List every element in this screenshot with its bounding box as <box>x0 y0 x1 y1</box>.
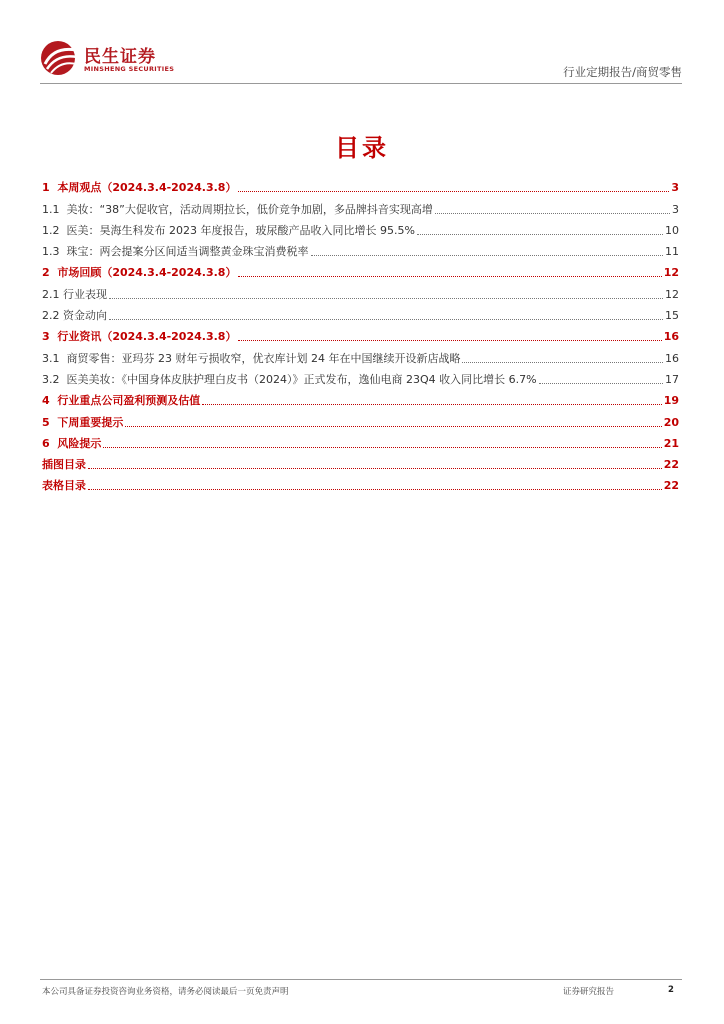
toc-title: 目录 <box>335 134 389 162</box>
toc-entry-page: 21 <box>663 436 679 450</box>
toc-entry[interactable] <box>42 259 679 280</box>
toc-entry[interactable] <box>42 408 679 429</box>
toc-entry-page: 11 <box>665 245 679 259</box>
toc-entry-page: 3 <box>671 181 679 195</box>
toc-entry[interactable] <box>42 195 679 216</box>
toc-entry-title: 3.2 医美美妆：《中国身体皮肤护理白皮书（2024）》正式发布，逸仙电商 23Q4 收入同比增长 6.7% <box>42 372 537 386</box>
toc-entry[interactable] <box>42 323 679 344</box>
toc-entry-page: 17 <box>665 372 679 386</box>
toc-leader-dots <box>238 276 661 277</box>
toc-entry-title: 5 下周重要提示 <box>42 415 124 429</box>
toc-entry-title: 1.1 美妆：“38”大促收官，活动周期拉长，低价竞争加剧，多品牌抖音实现高增 <box>42 202 433 216</box>
toc-leader-dots <box>103 447 661 448</box>
toc-entry[interactable] <box>42 280 679 301</box>
toc-entry[interactable] <box>42 217 679 238</box>
toc-leader-dots <box>462 362 663 363</box>
toc-entry[interactable] <box>42 472 679 493</box>
brand-name-cn: 民生证券 <box>84 47 156 67</box>
toc-entry-page: 10 <box>665 223 679 237</box>
toc-entry-page: 20 <box>663 415 679 429</box>
toc-leader-dots <box>88 489 662 490</box>
page-header <box>40 38 682 86</box>
toc-entry-page: 12 <box>663 266 679 280</box>
toc-entry[interactable] <box>42 238 679 259</box>
toc-entry-title: 6 风险提示 <box>42 436 102 450</box>
toc-entry-title: 3 行业资讯（2024.3.4-2024.3.8） <box>42 330 237 344</box>
toc-entry-title: 4 行业重点公司盈利预测及估值 <box>42 394 201 408</box>
brand-name-en: MINSHENG SECURITIES <box>84 65 175 73</box>
toc-entry-page: 16 <box>663 330 679 344</box>
footer-disclaimer: 本公司具备证券投资咨询业务资格，请务必阅读最后一页免责声明 <box>42 987 289 997</box>
toc-leader-dots <box>202 404 661 405</box>
toc-entry-title: 2.2 资金动向 <box>42 309 107 323</box>
toc-leader-dots <box>238 340 661 341</box>
toc-entry-title: 2 市场回顾（2024.3.4-2024.3.8） <box>42 266 237 280</box>
toc-leader-dots <box>311 255 664 256</box>
toc-leader-dots <box>125 426 661 427</box>
footer-divider <box>40 979 682 980</box>
table-of-contents <box>42 174 679 493</box>
toc-entry-title: 2.1 行业表现 <box>42 287 107 301</box>
toc-leader-dots <box>539 383 663 384</box>
toc-entry[interactable] <box>42 366 679 387</box>
toc-entry-title: 插图目录 <box>42 458 86 472</box>
toc-entry-page: 22 <box>663 458 679 472</box>
toc-leader-dots <box>109 319 663 320</box>
toc-entry-title: 1.2 医美：昊海生科发布 2023 年度报告，玻尿酸产品收入同比增长 95.5% <box>42 223 415 237</box>
toc-leader-dots <box>238 191 669 192</box>
minsheng-logo-icon <box>40 40 80 76</box>
toc-entry-page: 22 <box>663 479 679 493</box>
toc-entry-page: 15 <box>665 309 679 323</box>
toc-entry[interactable] <box>42 430 679 451</box>
toc-entry-title: 1.3 珠宝：两会提案分区间适当调整黄金珠宝消费税率 <box>42 245 309 259</box>
toc-entry-title: 3.1 商贸零售：亚玛芬 23 财年亏损收窄，优衣库计划 24 年在中国继续开设新店战略 <box>42 351 461 365</box>
toc-entry[interactable] <box>42 451 679 472</box>
toc-entry-page: 3 <box>672 202 679 216</box>
report-category: 行业定期报告/商贸零售 <box>563 65 682 79</box>
toc-entry-title: 1 本周观点（2024.3.4-2024.3.8） <box>42 181 237 195</box>
header-divider <box>40 83 682 84</box>
toc-entry[interactable] <box>42 302 679 323</box>
toc-entry-page: 19 <box>663 394 679 408</box>
toc-entry[interactable] <box>42 344 679 365</box>
toc-leader-dots <box>88 468 662 469</box>
toc-entry-page: 16 <box>665 351 679 365</box>
toc-entry-title: 表格目录 <box>42 479 86 493</box>
toc-leader-dots <box>417 234 663 235</box>
toc-entry-page: 12 <box>665 287 679 301</box>
toc-leader-dots <box>109 298 663 299</box>
toc-leader-dots <box>435 213 670 214</box>
page-number: 2 <box>668 985 674 995</box>
footer-report-type: 证券研究报告 <box>563 987 615 997</box>
toc-entry[interactable] <box>42 387 679 408</box>
toc-entry[interactable] <box>42 174 679 195</box>
